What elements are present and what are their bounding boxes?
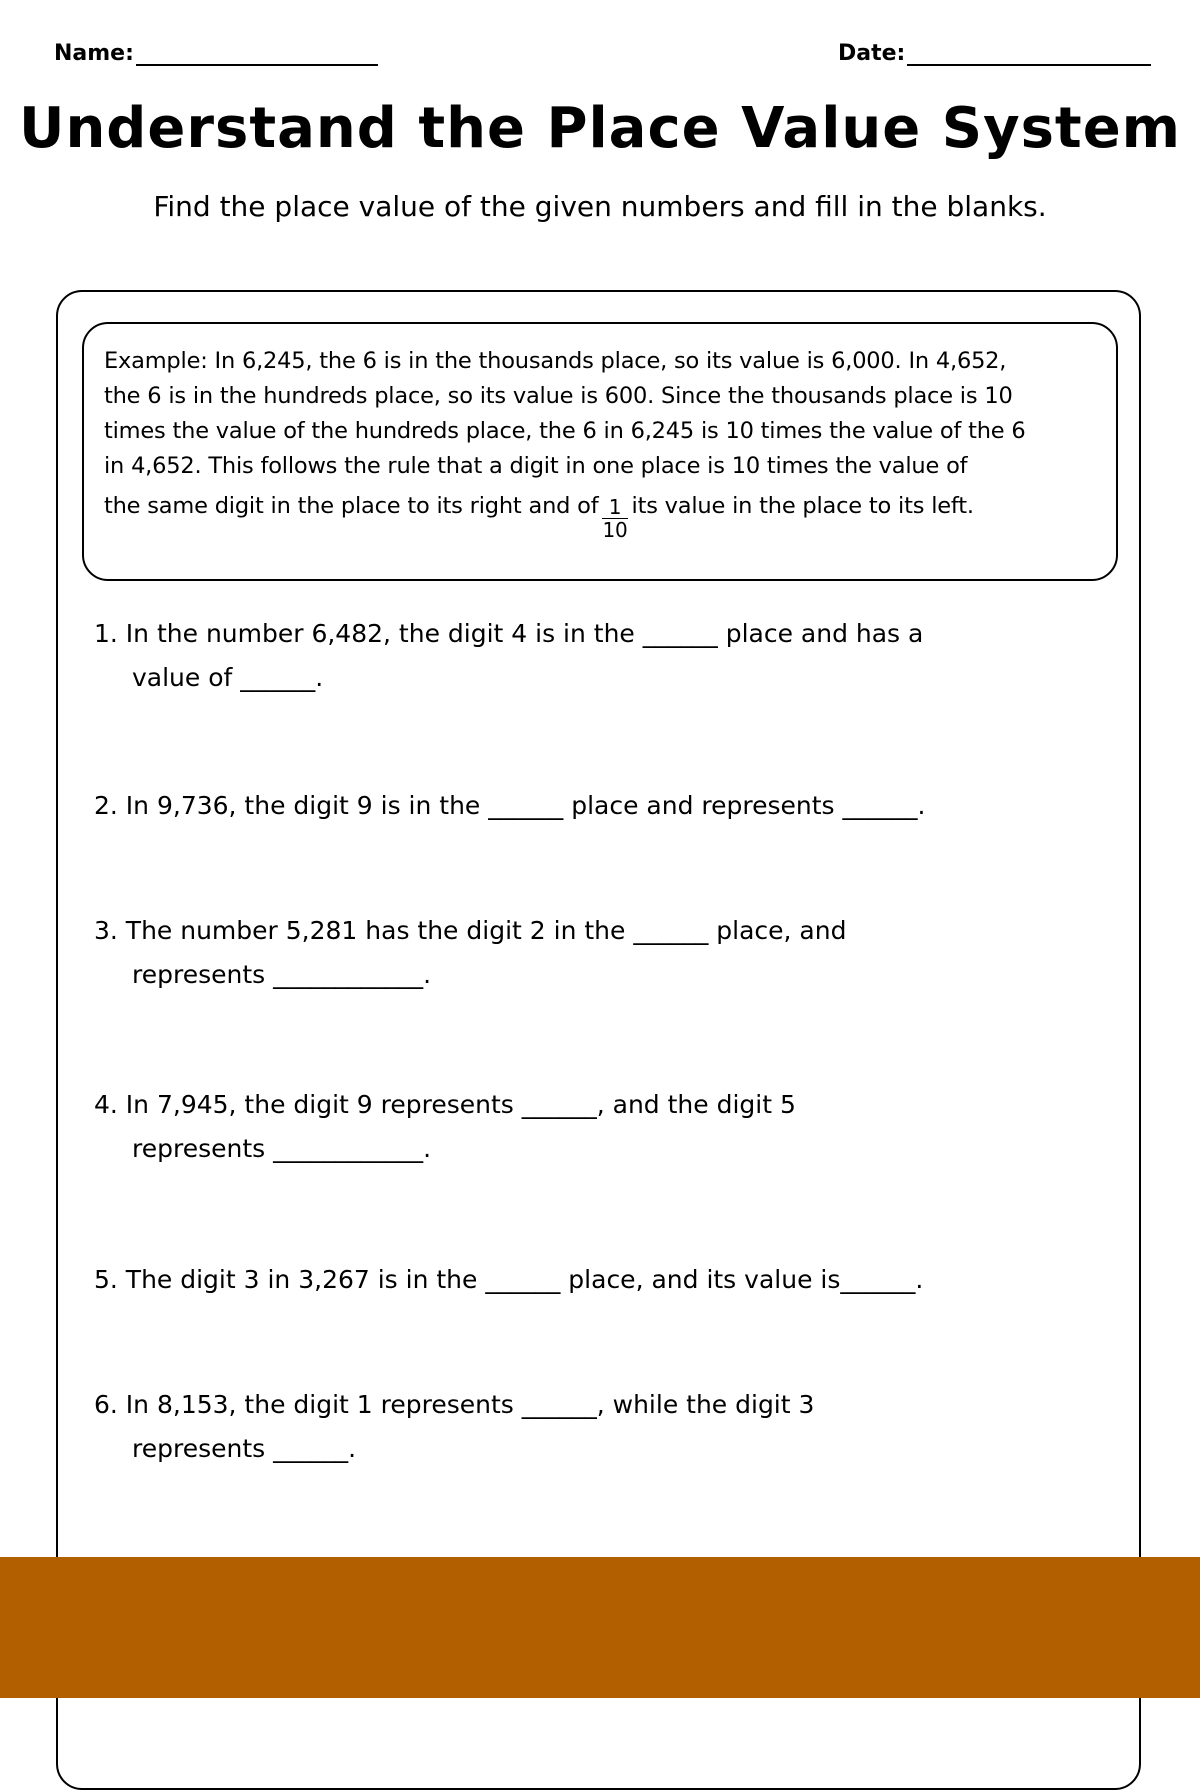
fraction-denominator: 10	[602, 518, 628, 542]
example-box	[82, 322, 1118, 581]
question-3-line-2: represents ____________.	[132, 960, 432, 989]
example-line-5	[104, 484, 1102, 542]
date-field[interactable]	[838, 38, 1151, 66]
example-line-2: the 6 is in the hundreds place, so its value is 600. Since the thousands place is 10	[104, 383, 1013, 409]
date-blank-line[interactable]	[907, 38, 1151, 66]
question-4-line-1: 4. In 7,945, the digit 9 represents ______, and the digit 5	[94, 1090, 796, 1119]
fraction-numerator: 1	[602, 496, 627, 519]
question-1	[94, 612, 1114, 700]
question-1-line-2: value of ______.	[132, 663, 324, 692]
name-field[interactable]	[54, 38, 378, 66]
example-line-4: in 4,652. This follows the rule that a digit in one place is 10 times the value of	[104, 453, 968, 479]
question-2	[94, 784, 1114, 828]
name-blank-line[interactable]	[136, 38, 378, 66]
question-5-line-1: 5. The digit 3 in 3,267 is in the ______ place, and its value is______.	[94, 1265, 924, 1294]
example-line-5-end: its value in the place to its left.	[631, 493, 974, 519]
question-6	[94, 1383, 1114, 1471]
date-label: Date:	[838, 41, 906, 66]
example-line-3: times the value of the hundreds place, the 6 in 6,245 is 10 times the value of the 6	[104, 418, 1026, 444]
example-line-1: Example: In 6,245, the 6 is in the thousands place, so its value is 6,000. In 4,652,	[104, 348, 1007, 374]
question-1-line-1: 1. In the number 6,482, the digit 4 is in the ______ place and has a	[94, 619, 924, 648]
worksheet-title: Understand the Place Value System	[18, 96, 1182, 161]
footer-band	[0, 1557, 1200, 1698]
question-5	[94, 1258, 1114, 1302]
question-4	[94, 1083, 1114, 1171]
one-tenth-fraction	[602, 496, 627, 541]
question-3	[94, 909, 1114, 997]
worksheet-instructions: Find the place value of the given numbers and fill in the blanks.	[153, 190, 1047, 223]
question-4-line-2: represents ____________.	[132, 1134, 432, 1163]
question-6-line-2: represents ______.	[132, 1434, 357, 1463]
question-2-line-1: 2. In 9,736, the digit 9 is in the ______ place and represents ______.	[94, 791, 926, 820]
question-6-line-1: 6. In 8,153, the digit 1 represents ______, while the digit 3	[94, 1390, 815, 1419]
name-label: Name:	[54, 41, 134, 66]
example-line-5-start: the same digit in the place to its right and of	[104, 493, 599, 519]
question-3-line-1: 3. The number 5,281 has the digit 2 in the ______ place, and	[94, 916, 847, 945]
